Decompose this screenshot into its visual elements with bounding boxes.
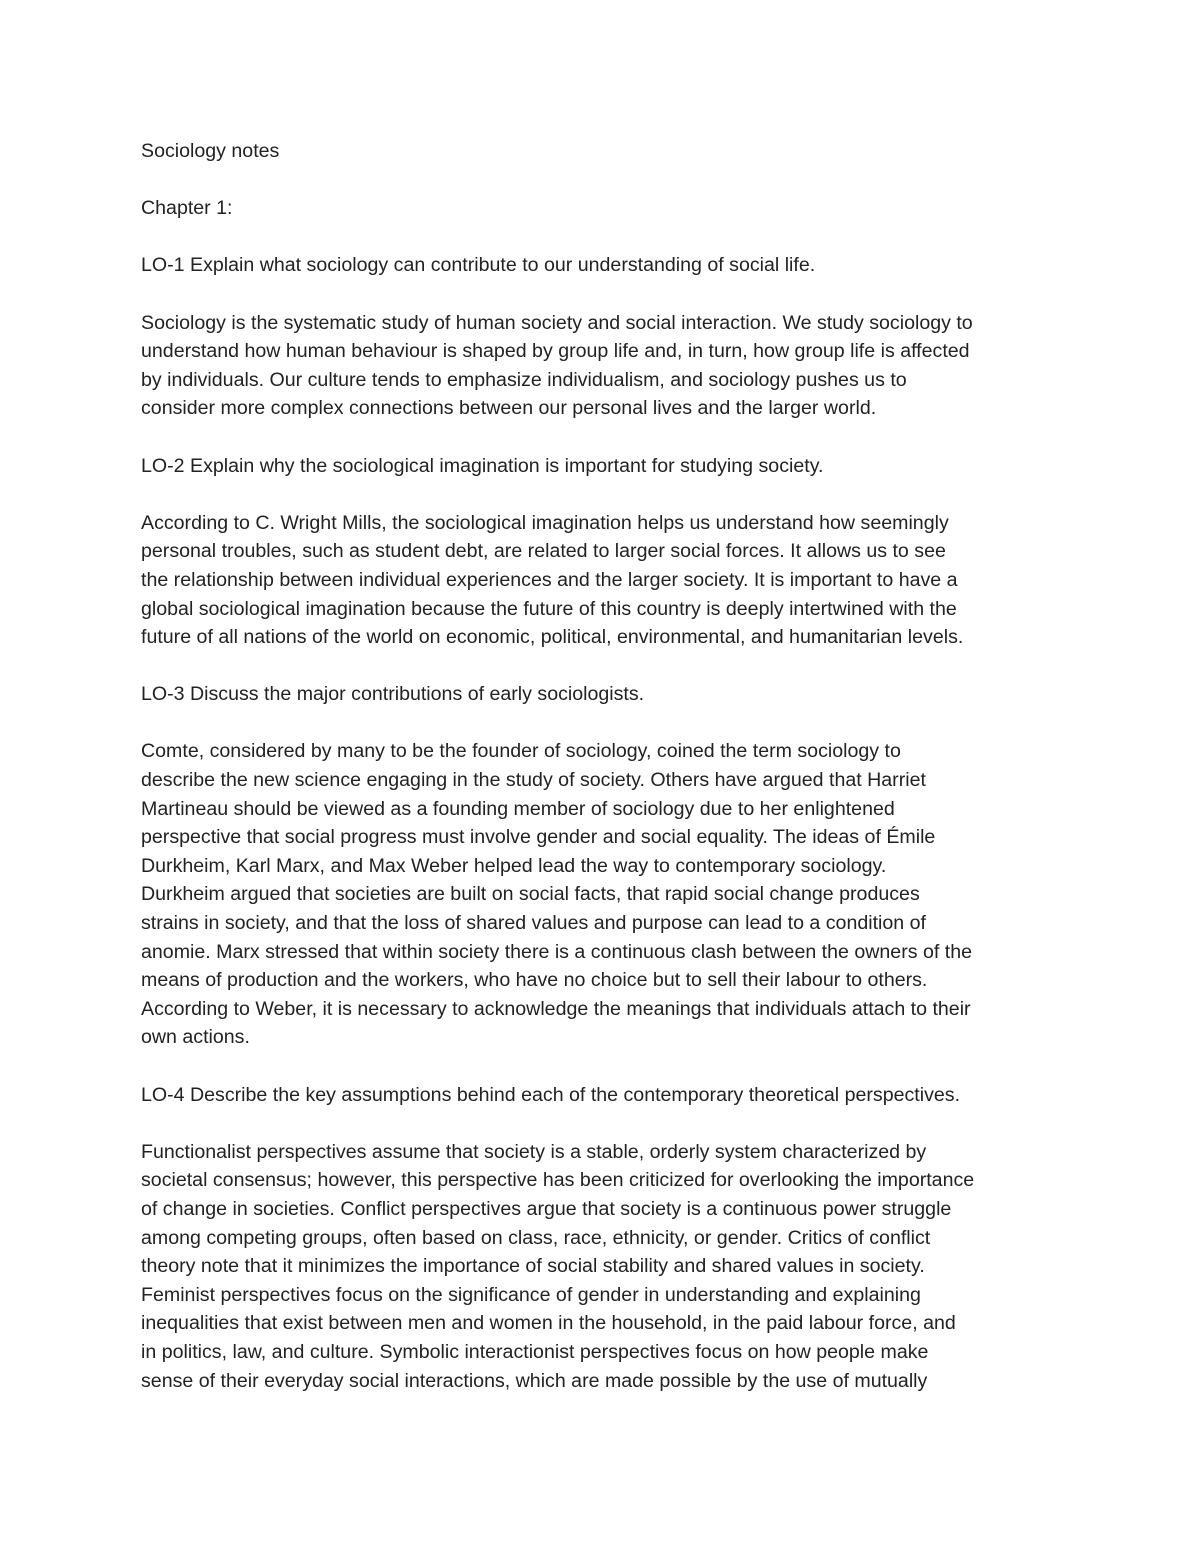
section-body-lo2: According to C. Wright Mills, the sociological imagination helps us understand how seemingly personal troubles, such as student debt, are related to larger social forces. It allows us to see the relationship between individual experiences and the larger society. It is important to have a global sociological imagination because the future of this country is deeply intertwined with the future of all nations of the world on economic, political, environmental, and humanitarian levels. [141, 511, 964, 649]
section-heading-lo4: LO-4 Describe the key assumptions behind each of the contemporary theoretical perspectives. [141, 1083, 961, 1106]
section-body-lo4: Functionalist perspectives assume that society is a stable, orderly system characterized by societal consensus; however, this perspective has been criticized for overlooking the importance of change in societies. Conflict perspectives argue that society is a continuous power struggle among competing groups, often based on class, race, ethnicity, or gender. Critics of conflict theory note that it minimizes the importance of social stability and shared values in society. Feminist perspectives focus on the significance of gender in understanding and explaining inequalities that exist between men and women in the household, in the paid labour force, and in politics, law, and culture. Symbolic interactionist perspectives focus on how people make sense of their everyday social interactions, which are made possible by the use of mutually [141, 1140, 975, 1392]
document-content [141, 137, 1071, 1424]
section-body-lo1: Sociology is the systematic study of human society and social interaction. We study sociology to understand how human behaviour is shaped by group life and, in turn, how group life is affected by individuals. Our culture tends to emphasize individualism, and sociology pushes us to consider more complex connections between our personal lives and the larger world. [141, 311, 973, 420]
section-heading-lo3: LO-3 Discuss the major contributions of early sociologists. [141, 683, 645, 706]
section-heading-lo2: LO-2 Explain why the sociological imagination is important for studying society. [141, 454, 824, 477]
document-title: Sociology notes [141, 140, 280, 162]
chapter-heading: Chapter 1: [141, 197, 233, 220]
section-body-lo3: Comte, considered by many to be the founder of sociology, coined the term sociology to describe the new science engaging in the study of society. Others have argued that Harriet Martineau should be viewed as a founding member of sociology due to her enlightened perspective that social progress must involve gender and social equality. The ideas of Émile Durkheim, Karl Marx, and Max Weber helped lead the way to contemporary sociology. Durkheim argued that societies are built on social facts, that rapid social change produces strains in society, and that the loss of shared values and purpose can lead to a condition of anomie. Marx stressed that within society there is a continuous clash between the owners of the means of production and the workers, who have no choice but to sell their labour to others. According to Weber, it is necessary to acknowledge the meanings that individuals attach to their own actions. [141, 740, 972, 1049]
section-heading-lo1: LO-1 Explain what sociology can contribute to our understanding of social life. [141, 254, 816, 277]
